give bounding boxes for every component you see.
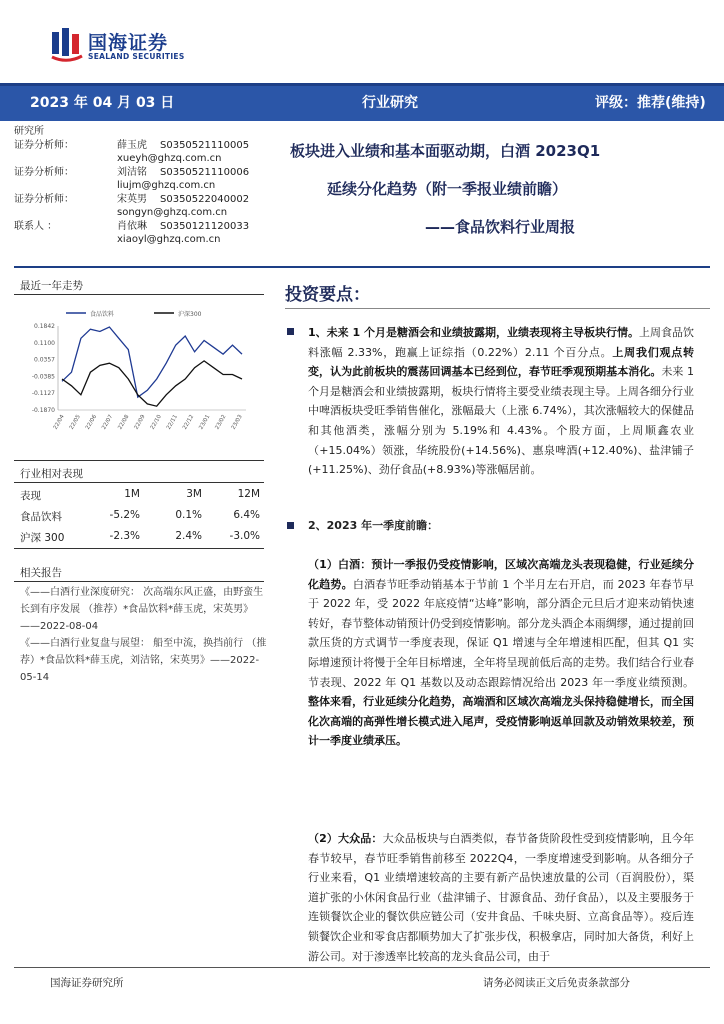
analyst-role: 联系人 ： [14, 221, 58, 232]
x-tick-label: 23/02 [214, 414, 228, 431]
analyst-row [14, 193, 284, 220]
x-tick-label: 22/09 [133, 414, 147, 431]
analyst-email[interactable]: liujm@ghzq.com.cn [117, 180, 216, 191]
table-header: 1M [124, 488, 140, 500]
analyst-name: 薛玉虎 [117, 140, 147, 151]
analyst-email[interactable]: songyn@ghzq.com.cn [117, 207, 228, 218]
analyst-row [14, 166, 284, 193]
table-row [20, 527, 266, 548]
report-title-line2: 延续分化趋势（附一季报业绩前瞻） [327, 180, 568, 198]
series-line [62, 361, 242, 406]
section-divider [14, 266, 710, 268]
table-cell: 6.4% [233, 509, 260, 521]
table-cell: -5.2% [109, 509, 140, 521]
x-tick-label: 22/07 [101, 414, 115, 431]
institute-label: 研究所 [14, 126, 44, 137]
x-tick-label: 23/01 [198, 414, 212, 431]
analyst-email[interactable]: xiaoyl@ghzq.com.cn [117, 234, 221, 245]
sidebar-divider [14, 581, 264, 582]
x-tick-label: 22/06 [84, 414, 99, 431]
paragraph-segment: 上周我们观点转变，认为此前板块的震荡回调基本已经到位，春节旺季观预期基本消化。 [308, 345, 695, 379]
footer-divider [14, 967, 710, 968]
table-cell: 沪深 300 [20, 532, 65, 544]
paragraph-segment: 大众品板块与白酒类似，春节备货阶段性受到疫情影响，且今年春节较早，春节旺季销售前移至 2022Q4，一季度增速受到影响。从各细分子行业来看，Q1 业绩增速较高的主要有新产品快速放量的公司（百润股份），渠道扩张的小休闲食品行业（盐津铺子、甘源食品、劲仔食品），以及主要服务于连锁餐饮企业的餐饮供应链公司（安井食品、千味央厨、立高食品等）。疫后连锁餐饮企业和零食店都顺势加大了扩张步伐，积极拿店，同时加大备货，利好上游公司。对于渗透率比较高的龙头食品公司，由于 [308, 832, 695, 963]
analyst-name: 肖依琳 [117, 221, 147, 232]
table-cell: 0.1% [175, 509, 202, 521]
report-subtitle: ——食品饮料行业周报 [425, 218, 576, 236]
sidebar-divider [14, 460, 264, 461]
report-category: 行业研究 [362, 95, 418, 111]
table-header: 表现 [20, 490, 41, 502]
performance-table [20, 485, 266, 548]
x-tick-label: 22/05 [68, 414, 82, 431]
x-tick-label: 22/04 [52, 414, 66, 431]
bullet-icon [287, 328, 294, 335]
paragraph-segment: 整体来看，行业延续分化趋势，高端酒和区域次高端龙头保持稳健增长，而全国化次高端的高弹性增长模式进入尾声，受疫情影响返单回款及动销效果较差，预计一季度业绩承压。 [308, 695, 694, 748]
analyst-name: 宋英男 [117, 194, 147, 205]
bullet-icon [287, 522, 294, 529]
analyst-role: 证券分析师： [14, 167, 74, 178]
paragraph-segment: （2）大众品： [308, 832, 383, 845]
sidebar-divider [14, 294, 264, 295]
report-date: 2023 年 04 月 03 日 [30, 95, 175, 111]
x-tick-label: 22/10 [149, 414, 163, 431]
y-tick-label: 0.0357 [34, 356, 55, 364]
trend-title: 最近一年走势 [20, 280, 83, 292]
paragraph-segment: 上周食品饮料涨幅 2.33%，跑赢上证综指（0.22%）2.11 个百分点。 [308, 326, 695, 359]
x-tick-label: 22/12 [182, 414, 196, 431]
analyst-cert: S0350522040002 [160, 194, 250, 205]
x-tick-label: 22/11 [165, 414, 180, 431]
paragraph-segment: （1）白酒：预计一季报仍受疫情影响，区域次高端龙头表现稳健，行业延续分化趋势。 [308, 558, 694, 591]
report-title-line1: 板块进入业绩和基本面驱动期，白酒 2023Q1 [290, 142, 601, 160]
report-rating: 评级：推荐(维持) [595, 95, 706, 111]
section-2-heading: 2、2023 年一季度前瞻： [308, 519, 439, 532]
series-line [62, 327, 242, 397]
x-tick-label: 22/08 [117, 414, 131, 431]
analyst-role: 证券分析师： [14, 194, 74, 205]
y-tick-label: -0.0385 [31, 373, 55, 381]
table-cell: 食品饮料 [20, 511, 62, 523]
y-tick-label: -0.1127 [31, 390, 55, 398]
trend-chart [14, 300, 264, 435]
banner-edge [0, 83, 724, 86]
mass-food-paragraph [308, 829, 694, 966]
legend-label: 食品饮料 [90, 311, 115, 318]
point-1-paragraph [308, 323, 694, 480]
table-header: 3M [186, 488, 202, 500]
analyst-name: 刘洁铭 [117, 167, 147, 178]
logo-text-cn: 国海证券 [88, 32, 169, 54]
paragraph-segment: 白酒春节旺季动销基本于节前 1 个半月左右开启，而 2023 年春节早于 2022 年，受 2022 年底疫情“达峰”影响，部分酒企元旦后才迎来动销快速转好，春节整体动销预计仍受到疫情影响。部分龙头酒企本雨绸缪，通过提前回款压货的方式调节一季度表现，保证 Q1 增速与全年增速相匹配，但其 Q1 实际增速预计将慢于全年目标增速，全年将呈现前低后高的走势。我们结合行业春节表现、2022 年 Q1 基数以及动态跟踪情况给出 2023 年一季度业绩预测。 [308, 577, 695, 689]
y-tick-label: -0.1870 [31, 407, 55, 414]
analyst-role: 证券分析师： [14, 140, 74, 151]
analyst-row [14, 139, 284, 166]
table-cell: -2.3% [109, 530, 140, 542]
main-heading: 投资要点： [285, 285, 370, 305]
table-row [20, 506, 266, 527]
table-header: 12M [237, 488, 260, 500]
related-reports [20, 584, 268, 686]
footer-institute: 国海证券研究所 [50, 977, 124, 989]
y-tick-label: 0.1100 [34, 339, 55, 347]
legend-label: 沪深300 [178, 311, 202, 318]
sidebar-divider [14, 482, 264, 483]
footer-disclaimer: 请务必阅读正文后免责条款部分 [483, 977, 630, 989]
table-header-row [20, 485, 266, 506]
logo-text-en: SEALAND SECURITIES [88, 52, 185, 61]
related-report-item[interactable]: 《——白酒行业复盘与展望： 船至中流，换挡前行 （推荐）*食品饮料*薛玉虎，刘洁铭，宋英男》——2022-05-14 [20, 638, 267, 683]
logo-mark-icon [50, 26, 84, 64]
analyst-row [14, 220, 284, 247]
main-divider [285, 308, 710, 309]
x-tick-label: 23/03 [230, 414, 244, 431]
y-tick-label: 0.1842 [34, 323, 55, 330]
analyst-email[interactable]: xueyh@ghzq.com.cn [117, 153, 222, 164]
sidebar-divider [14, 548, 264, 549]
perf-title: 行业相对表现 [20, 468, 83, 480]
table-cell: -3.0% [229, 530, 260, 542]
analyst-cert: S0350121120033 [160, 221, 250, 232]
analyst-block [14, 125, 284, 247]
table-cell: 2.4% [175, 530, 202, 542]
company-logo [50, 26, 190, 66]
related-title: 相关报告 [20, 567, 62, 579]
analyst-cert: S0350521110006 [160, 167, 250, 178]
analyst-cert: S0350521110005 [160, 140, 250, 151]
baijiu-paragraph [308, 555, 694, 751]
paragraph-segment: 1、未来 1 个月是糖酒会和业绩披露期，业绩表现将主导板块行情。 [308, 326, 639, 339]
related-report-item[interactable]: 《——白酒行业深度研究： 次高端东风正盛，由野蛮生长到有序发展 （推荐）*食品饮料*薛玉虎，宋英男》——2022-08-04 [20, 587, 264, 632]
paragraph-segment: 未来 1 个月是糖酒会和业绩披露期，板块行情将主要受业绩表现主导。上周各细分行业中啤酒板块受旺季销售催化，涨幅最大（上涨 6.74%），其次涨幅较大的保健品和其他酒类，涨幅分别为 5.19%和 4.43%。个股方面，上周顺鑫农业（+15.04%）领涨，华统股份(+14.56%)、惠泉啤酒(+12.40%)、盐津铺子(+11.25%)、劲仔食品(+8.93%)等涨幅居前。 [308, 365, 694, 477]
